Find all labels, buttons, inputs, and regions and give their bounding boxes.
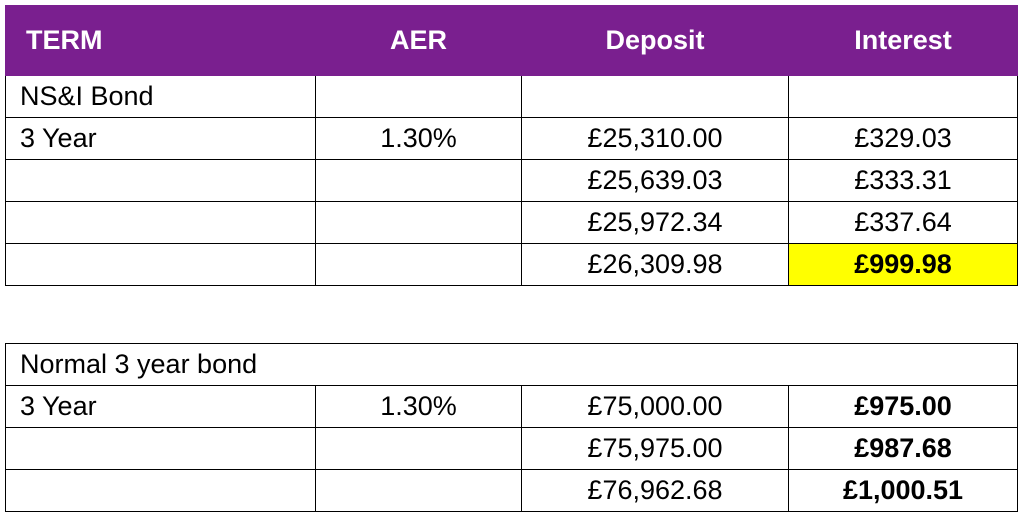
aer-cell <box>316 470 522 512</box>
aer-cell <box>316 160 522 202</box>
interest-cell: £337.64 <box>789 202 1018 244</box>
header-row <box>6 6 1018 76</box>
table-title-row <box>6 344 1018 386</box>
term-cell <box>6 160 316 202</box>
normal-bond-table <box>5 343 1018 512</box>
term-cell <box>6 244 316 286</box>
table-row <box>6 470 1018 512</box>
interest-cell: £975.00 <box>789 386 1018 428</box>
deposit-cell: £25,310.00 <box>522 118 789 160</box>
table-row <box>6 118 1018 160</box>
term-cell <box>6 202 316 244</box>
table-row <box>6 244 1018 286</box>
table-cell <box>316 76 522 118</box>
aer-cell: 1.30% <box>316 386 522 428</box>
deposit-cell: £26,309.98 <box>522 244 789 286</box>
table-title: NS&I Bond <box>6 76 316 118</box>
deposit-cell: £75,000.00 <box>522 386 789 428</box>
table-row <box>6 202 1018 244</box>
header-aer: AER <box>316 6 522 76</box>
header-interest: Interest <box>789 6 1018 76</box>
table-row <box>6 428 1018 470</box>
table-row <box>6 386 1018 428</box>
header-term: TERM <box>6 6 316 76</box>
header-deposit: Deposit <box>522 6 789 76</box>
deposit-cell: £76,962.68 <box>522 470 789 512</box>
interest-cell: £987.68 <box>789 428 1018 470</box>
term-cell: 3 Year <box>6 118 316 160</box>
interest-cell: £333.31 <box>789 160 1018 202</box>
nsi-bond-table <box>5 5 1018 286</box>
deposit-cell: £25,972.34 <box>522 202 789 244</box>
interest-cell: £329.03 <box>789 118 1018 160</box>
aer-cell <box>316 428 522 470</box>
total-interest-highlight: £999.98 <box>789 244 1018 286</box>
deposit-cell: £25,639.03 <box>522 160 789 202</box>
term-cell: 3 Year <box>6 386 316 428</box>
table-title-row <box>6 76 1018 118</box>
term-cell <box>6 428 316 470</box>
aer-cell <box>316 244 522 286</box>
table-cell <box>789 76 1018 118</box>
interest-cell: £1,000.51 <box>789 470 1018 512</box>
deposit-cell: £75,975.00 <box>522 428 789 470</box>
table-title: Normal 3 year bond <box>6 344 1018 386</box>
term-cell <box>6 470 316 512</box>
aer-cell <box>316 202 522 244</box>
aer-cell: 1.30% <box>316 118 522 160</box>
table-row <box>6 160 1018 202</box>
table-cell <box>522 76 789 118</box>
